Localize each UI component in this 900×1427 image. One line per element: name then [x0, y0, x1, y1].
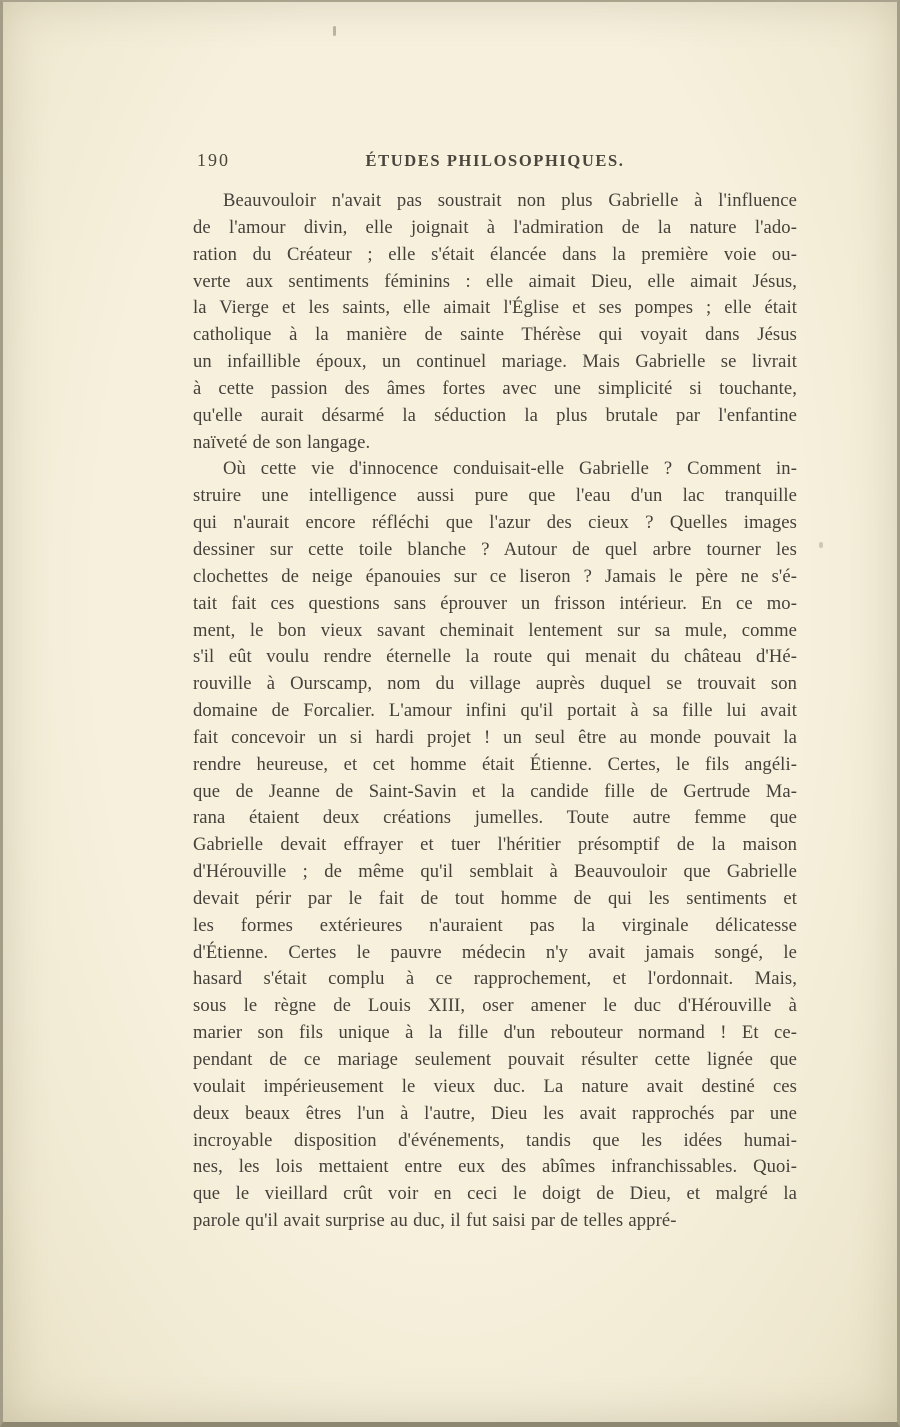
text-line: s'il eût voulu rendre éternelle la route qui menait du château d'Hé- — [193, 646, 797, 668]
text-line: Beauvouloir n'avait pas soustrait non plus Gabrielle à l'influence — [223, 190, 797, 211]
text-line: deux beaux êtres l'un à l'autre, Dieu les avait rapprochés par une — [193, 1102, 797, 1124]
text-line: Gabrielle devait effrayer et tuer l'héritier présomptif de la maison — [193, 834, 797, 856]
text-line: rendre heureuse, et cet homme était Étienne. Certes, le fils angéli- — [193, 753, 797, 775]
text-line: de l'amour divin, elle joignait à l'admiration de la nature l'ado- — [193, 216, 797, 238]
text-line: à cette passion des âmes fortes avec une simplicité si touchante, — [193, 377, 797, 399]
page-number: 190 — [197, 150, 230, 170]
text-line: nes, les lois mettaient entre eux des abîmes infranchissables. Quoi- — [193, 1156, 797, 1178]
text-line: naïveté de son langage. — [193, 431, 371, 453]
text-block — [193, 188, 797, 1235]
text-line: catholique à la manière de sainte Thérèse qui voyait dans Jésus — [193, 324, 797, 346]
text-line: un infaillible époux, un continuel mariage. Mais Gabrielle se livrait — [193, 351, 797, 373]
paragraph — [193, 188, 797, 456]
text-line: Où cette vie d'innocence conduisait-elle Gabrielle ? Comment in- — [223, 458, 797, 480]
text-line: ration du Créateur ; elle s'était élancée dans la première voie ou- — [193, 243, 797, 265]
text-line: que de Jeanne de Saint-Savin et la candide fille de Gertrude Ma- — [193, 780, 797, 802]
scan-artifact — [819, 542, 823, 548]
text-line: d'Étienne. Certes le pauvre médecin n'y avait jamais songé, le — [193, 941, 797, 963]
paragraph — [193, 456, 797, 1234]
text-line: sous le règne de Louis XIII, oser amener le duc d'Hérouville à — [193, 995, 797, 1017]
text-line: dessiner sur cette toile blanche ? Autour de quel arbre tourner les — [193, 538, 797, 560]
text-line: hasard s'était complu à ce rapprochement, et l'ordonnait. Mais, — [193, 968, 797, 990]
running-title: ÉTUDES PHILOSOPHIQUES. — [365, 151, 625, 170]
text-line: ment, le bon vieux savant cheminait lentement sur sa mule, comme — [193, 619, 797, 641]
page-header — [193, 148, 797, 174]
text-line: qu'elle aurait désarmé la séduction la plus brutale par l'enfantine — [193, 404, 797, 426]
text-line: incroyable disposition d'événements, tandis que les idées humai- — [193, 1129, 797, 1151]
text-line: d'Hérouville ; de même qu'il semblait à Beauvouloir que Gabrielle — [193, 861, 797, 883]
text-line: marier son fils unique à la fille d'un rebouteur normand ! Et ce- — [193, 1022, 797, 1044]
text-line: parole qu'il avait surprise au duc, il fut saisi par de telles appré- — [193, 1210, 677, 1232]
text-line: que le vieillard crût voir en ceci le doigt de Dieu, et malgré la — [193, 1183, 797, 1205]
text-line: struire une intelligence aussi pure que l'eau d'un lac tranquille — [193, 485, 797, 507]
text-line: verte aux sentiments féminins : elle aimait Dieu, elle aimait Jésus, — [193, 270, 797, 292]
text-line: rouville à Ourscamp, nom du village auprès duquel se trouvait son — [193, 673, 797, 695]
text-line: devait périr par le fait de tout homme de qui les sentiments et — [193, 887, 797, 909]
scan-artifact — [333, 26, 336, 36]
text-line: clochettes de neige épanouies sur ce liseron ? Jamais le père ne s'é- — [193, 565, 797, 587]
text-line: domaine de Forcalier. L'amour infini qu'il portait à sa fille lui avait — [193, 700, 797, 722]
text-line: la Vierge et les saints, elle aimait l'Église et ses pompes ; elle était — [193, 297, 797, 319]
text-line: tait fait ces questions sans éprouver un frisson intérieur. En ce mo- — [193, 592, 797, 614]
text-line: qui n'aurait encore réfléchi que l'azur des cieux ? Quelles images — [193, 512, 797, 534]
text-line: voulait impérieusement le vieux duc. La nature avait destiné ces — [193, 1075, 797, 1097]
text-line: fait concevoir un si hardi projet ! un seul être au monde pouvait la — [193, 726, 797, 748]
text-line: les formes extérieures n'auraient pas la virginale délicatesse — [193, 914, 797, 936]
text-line: pendant de ce mariage seulement pouvait résulter cette lignée que — [193, 1049, 797, 1070]
text-line: rana étaient deux créations jumelles. Toute autre femme que — [193, 807, 797, 829]
